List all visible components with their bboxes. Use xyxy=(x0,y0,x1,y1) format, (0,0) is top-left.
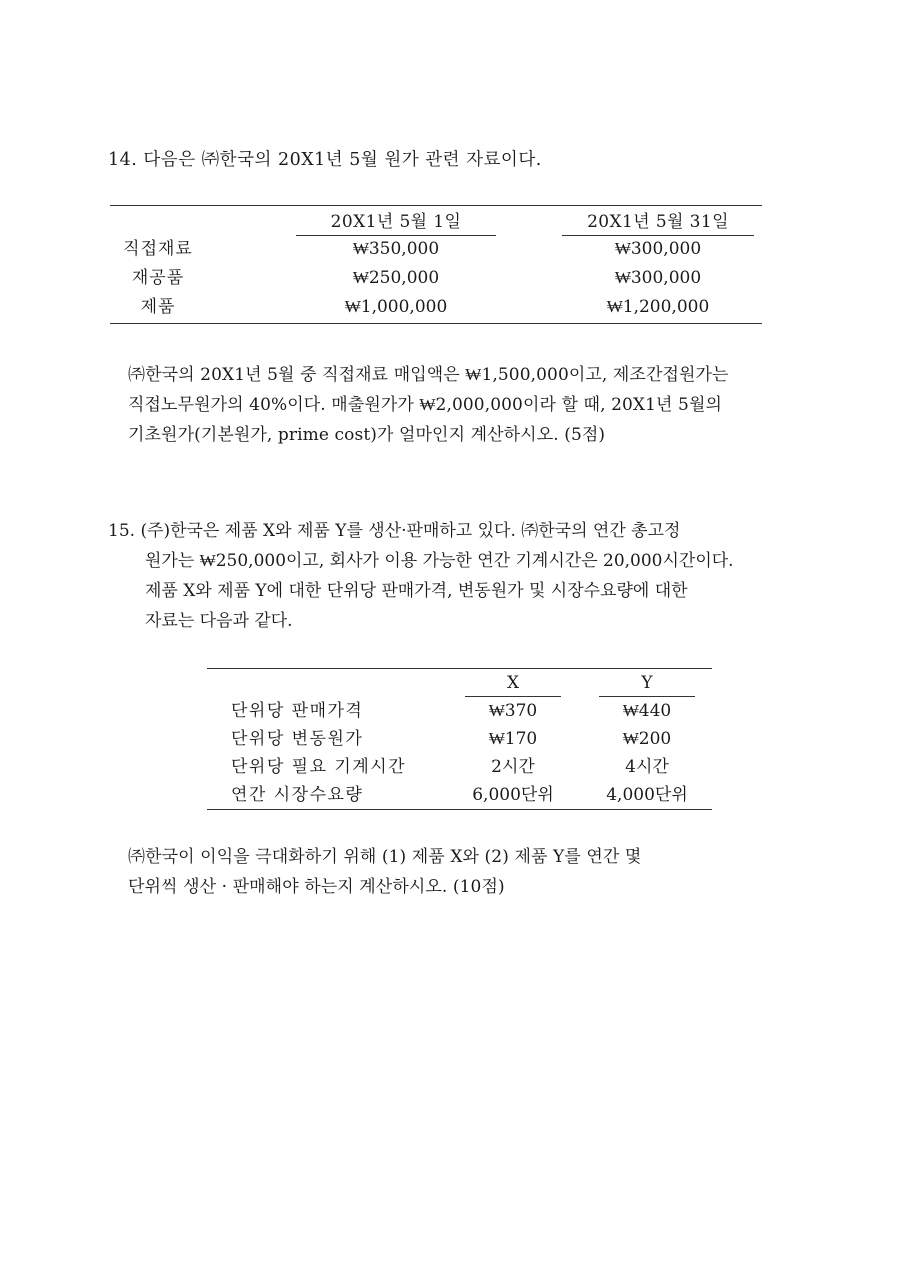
column-header: 20X1년 5월 1일 xyxy=(296,211,496,236)
cell-value: 4시간 xyxy=(625,757,669,777)
question-14-body xyxy=(128,360,729,450)
text-line: 자료는 다음과 같다. xyxy=(145,611,293,631)
cell-value: ₩1,200,000 xyxy=(606,297,710,317)
column-header: 20X1년 5월 31일 xyxy=(562,211,754,236)
cell-value: ₩250,000 xyxy=(352,268,440,288)
table-top-rule xyxy=(207,668,712,669)
column-header: X xyxy=(465,672,561,697)
row-label: 직접재료 xyxy=(123,239,193,259)
cell-value: ₩440 xyxy=(622,701,672,721)
row-label: 단위당 필요 기계시간 xyxy=(231,757,407,777)
row-label: 제품 xyxy=(140,297,176,317)
text-line: 15. (주)한국은 제품 X와 제품 Y를 생산·판매하고 있다. ㈜한국의 연간 총고정 xyxy=(108,521,681,541)
cell-value: ₩1,000,000 xyxy=(344,297,448,317)
table-row xyxy=(207,753,712,781)
table-row xyxy=(110,264,762,292)
text-line: ㈜한국이 이익을 극대화하기 위해 (1) 제품 X와 (2) 제품 Y를 연간 몇 xyxy=(128,847,642,867)
row-label: 단위당 판매가격 xyxy=(231,701,364,721)
table-bottom-rule xyxy=(207,809,712,810)
table-bottom-rule xyxy=(110,323,762,324)
cell-value: ₩350,000 xyxy=(352,239,440,259)
table-row xyxy=(110,293,762,321)
cell-value: ₩200 xyxy=(622,729,672,749)
question-14-title: 14. 다음은 ㈜한국의 20X1년 5월 원가 관련 자료이다. xyxy=(108,150,542,170)
question-15-body xyxy=(128,842,641,902)
row-label: 재공품 xyxy=(131,268,185,288)
cell-value: ₩370 xyxy=(488,701,538,721)
table-row xyxy=(207,697,712,725)
row-label: 연간 시장수요량 xyxy=(231,785,364,805)
text-line: 기초원가(기본원가, prime cost)가 얼마인지 계산하시오. (5점) xyxy=(128,425,606,445)
table-row xyxy=(110,235,762,263)
cell-value: ₩170 xyxy=(488,729,538,749)
text-line: 직접노무원가의 40%이다. 매출원가가 ₩2,000,000이라 할 때, 20X1년 5월의 xyxy=(128,395,723,415)
cell-value: 6,000단위 xyxy=(472,785,554,805)
text-line: 원가는 ₩250,000이고, 회사가 이용 가능한 연간 기계시간은 20,000시간이다. xyxy=(145,551,734,571)
cell-value: 4,000단위 xyxy=(606,785,688,805)
cell-value: ₩300,000 xyxy=(614,239,702,259)
cell-value: 2시간 xyxy=(491,757,535,777)
cell-value: ₩300,000 xyxy=(614,268,702,288)
column-header: Y xyxy=(599,672,695,697)
text-line: 단위씩 생산 · 판매해야 하는지 계산하시오. (10점) xyxy=(128,877,505,897)
row-label: 단위당 변동원가 xyxy=(231,729,364,749)
table-row xyxy=(207,725,712,753)
table-top-rule xyxy=(110,205,762,206)
text-line: 제품 X와 제품 Y에 대한 단위당 판매가격, 변동원가 및 시장수요량에 대한 xyxy=(145,581,688,601)
question-15-intro xyxy=(108,516,808,636)
table-row xyxy=(207,781,712,809)
text-line: ㈜한국의 20X1년 5월 중 직접재료 매입액은 ₩1,500,000이고, 제조간접원가는 xyxy=(128,365,729,385)
